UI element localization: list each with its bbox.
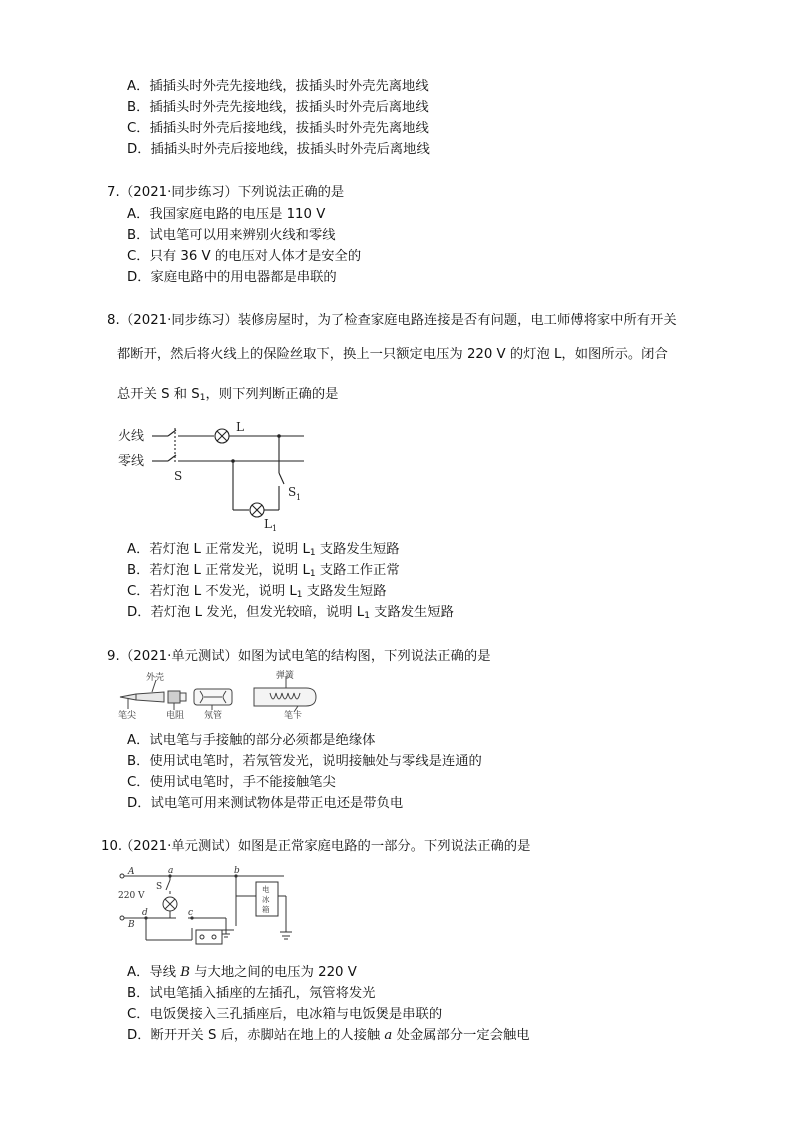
q9-resistor-label: 电阻: [166, 711, 185, 721]
q9-option-b: B．使用试电笔时，若氖管发光，说明接触处与零线是连通的: [127, 754, 482, 769]
q10-fridge-label-2: 冰: [262, 895, 270, 904]
q10-wire-b-label: B: [128, 920, 135, 930]
q9-clip-label: 笔卡: [284, 711, 303, 721]
q9-tip-label: 笔尖: [118, 711, 137, 721]
q8-live-label: 火线: [118, 429, 145, 444]
q10-option-a: A．导线 B 与大地之间的电压为 220 V: [127, 965, 357, 980]
q10-fridge-label-1: 电: [262, 885, 270, 894]
q9-number: 9.: [107, 649, 120, 664]
q10-switch-s-label: S: [156, 882, 163, 892]
q8-option-c: C．若灯泡 L 不发光，说明 $L_1$ 支路发生短路: [127, 584, 387, 600]
q8-switch-s-label: S: [174, 469, 183, 483]
q8-lamp-l1-label: L: [264, 517, 272, 531]
q7-option-a: A．我国家庭电路的电压是 110 V: [127, 207, 326, 222]
q8-option-a: A．若灯泡 L 正常发光，说明 $L_1$ 支路发生短路: [127, 542, 400, 558]
q8-switch-s1-label: S: [288, 485, 297, 499]
q7-option-c: C．只有 36 V 的电压对人体才是安全的: [127, 249, 362, 264]
q9-option-c: C．使用试电笔时，手不能接触笔尖: [127, 775, 336, 790]
q6-option-c: C．插插头时外壳后接地线，拔插头时外壳先离地线: [127, 121, 429, 136]
q8-option-d: D．若灯泡 L 发光，但发光较暗，说明 $L_1$ 支路发生短路: [127, 605, 454, 621]
q10-point-d-label: d: [142, 908, 148, 918]
q9-option-d: D．试电笔可用来测试物体是带正电还是带负电: [127, 796, 404, 811]
q7-number: 7.: [107, 185, 120, 200]
q10-option-b: B．试电笔插入插座的左插孔，氖管将发光: [127, 986, 376, 1001]
q8-number: 8.: [107, 313, 120, 328]
q10-option-d: D．断开开关 S 后，赤脚站在地上的人接触 a 处金属部分一定会触电: [127, 1028, 530, 1043]
q8-stem-line3: 总开关 S 和 $S_1$，则下列判断正确的是: [117, 387, 339, 403]
q7-stem: （2021·同步练习）下列说法正确的是: [120, 185, 345, 200]
q7-option-b: B．试电笔可以用来辨别火线和零线: [127, 228, 336, 243]
q6-option-b: B．插插头时外壳先接地线，拔插头时外壳后离地线: [127, 100, 429, 115]
q10-household-circuit-diagram: [116, 866, 306, 950]
q9-option-a: A．试电笔与手接触的部分必须都是绝缘体: [127, 733, 376, 748]
q6-option-d: D．插插头时外壳后接地线，拔插头时外壳后离地线: [127, 142, 430, 157]
q10-stem: （2021·单元测试）如图是正常家庭电路的一部分。下列说法正确的是: [120, 839, 531, 854]
q9-neon-label: 氖管: [204, 711, 223, 721]
q10-fridge-label-3: 箱: [262, 905, 270, 914]
q10-voltage-label: 220 V: [118, 891, 145, 901]
q8-lamp-l1-sub: 1: [272, 524, 278, 533]
q10-point-b-label: b: [234, 866, 240, 876]
q8-lamp-l-label: L: [236, 420, 244, 434]
q10-option-c: C．电饭煲接入三孔插座后，电冰箱与电饭煲是串联的: [127, 1007, 443, 1022]
q10-point-c-label: c: [188, 908, 194, 918]
q10-point-a-label: a: [168, 866, 174, 876]
q8-switch-s1-sub: 1: [296, 493, 302, 502]
q6-option-a: A．插插头时外壳先接地线，拔插头时外壳先离地线: [127, 79, 429, 94]
q10-number: 10.: [101, 839, 123, 854]
q9-spring-label: 弹簧: [276, 671, 295, 681]
q8-neutral-label: 零线: [118, 454, 145, 469]
q8-stem-line2: 都断开，然后将火线上的保险丝取下，换上一只额定电压为 220 V 的灯泡 L，如图所示。闭合: [117, 347, 668, 362]
q8-circuit-diagram: [118, 418, 318, 533]
q8-option-b: B．若灯泡 L 正常发光，说明 $L_1$ 支路工作正常: [127, 563, 400, 579]
q8-stem-line1: （2021·同步练习）装修房屋时，为了检查家庭电路连接是否有问题，电工师傅将家中所有开关: [120, 313, 677, 328]
q7-option-d: D．家庭电路中的用电器都是串联的: [127, 270, 337, 285]
q9-stem: （2021·单元测试）如图为试电笔的结构图，下列说法正确的是: [120, 649, 491, 664]
q9-tester-pen-diagram: [118, 670, 328, 722]
q10-wire-a-label: A: [128, 867, 135, 877]
q9-shell-label: 外壳: [146, 673, 165, 683]
